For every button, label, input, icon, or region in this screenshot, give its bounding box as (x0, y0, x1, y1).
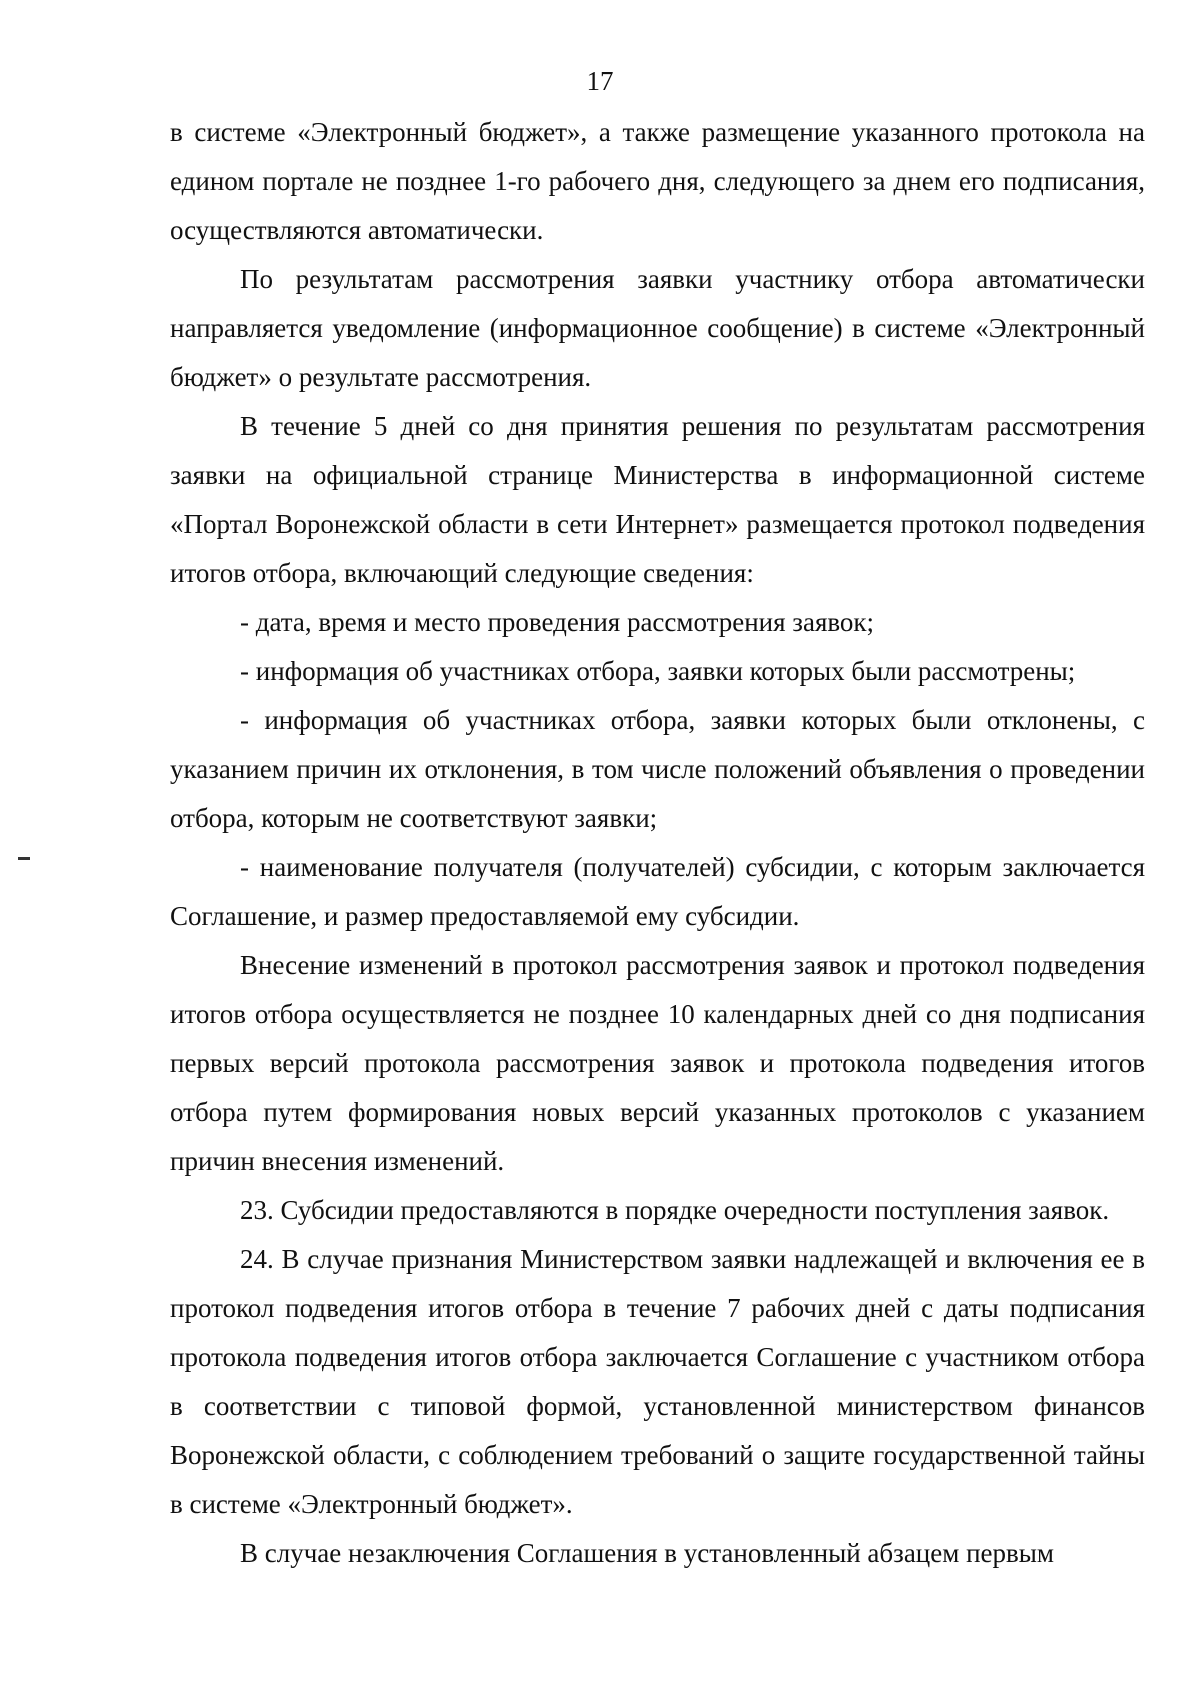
paragraph-5: В случае незаключения Соглашения в установленный абзацем первым (240, 1538, 1054, 1568)
list-item-3: - информация об участниках отбора, заявки которых были отклонены, с указанием причин их отклонения, в том числе положений объявления о проведении отбора, которым не соответствуют заявки; (170, 705, 1145, 833)
paragraph-3: В течение 5 дней со дня принятия решения по результатам рассмотрения заявки на официальной странице Министерства в информационной системе «Портал Воронежской области в сети Интернет» размещается протокол подведения итогов отбора, включающий следующие сведения: (170, 411, 1145, 588)
paragraph-2: По результатам рассмотрения заявки участнику отбора автоматически направляется уведомление (информационное сообщение) в системе «Электронный бюджет» о результате рассмотрения. (170, 264, 1145, 392)
clause-23: 23. Субсидии предоставляются в порядке очередности поступления заявок. (240, 1195, 1110, 1225)
scan-mark (18, 857, 30, 860)
document-body (170, 108, 1145, 1578)
paragraph-4: Внесение изменений в протокол рассмотрения заявок и протокол подведения итогов отбора осуществляется не позднее 10 календарных дней со дня подписания первых версий протокола рассмотрения заявок и протокола подведения итогов отбора путем формирования новых версий указанных протоколов с указанием причин внесения изменений. (170, 950, 1145, 1176)
list-item-2: - информация об участниках отбора, заявки которых были рассмотрены; (240, 656, 1076, 686)
paragraph-1: в системе «Электронный бюджет», а также размещение указанного протокола на едином портале не позднее 1-го рабочего дня, следующего за днем его подписания, осуществляются автоматически. (170, 117, 1145, 245)
clause-24: 24. В случае признания Министерством заявки надлежащей и включения ее в протокол подведения итогов отбора в течение 7 рабочих дней с даты подписания протокола подведения итогов отбора заключается Соглашение с участником отбора в соответствии с типовой формой, установленной министерством финансов Воронежской области, с соблюдением требований о защите государственной тайны в системе «Электронный бюджет». (170, 1244, 1145, 1519)
list-item-1: - дата, время и место проведения рассмотрения заявок; (240, 607, 875, 637)
page-number: 17 (586, 66, 614, 96)
list-item-4: - наименование получателя (получателей) субсидии, с которым заключается Соглашение, и размер предоставляемой ему субсидии. (170, 852, 1145, 931)
